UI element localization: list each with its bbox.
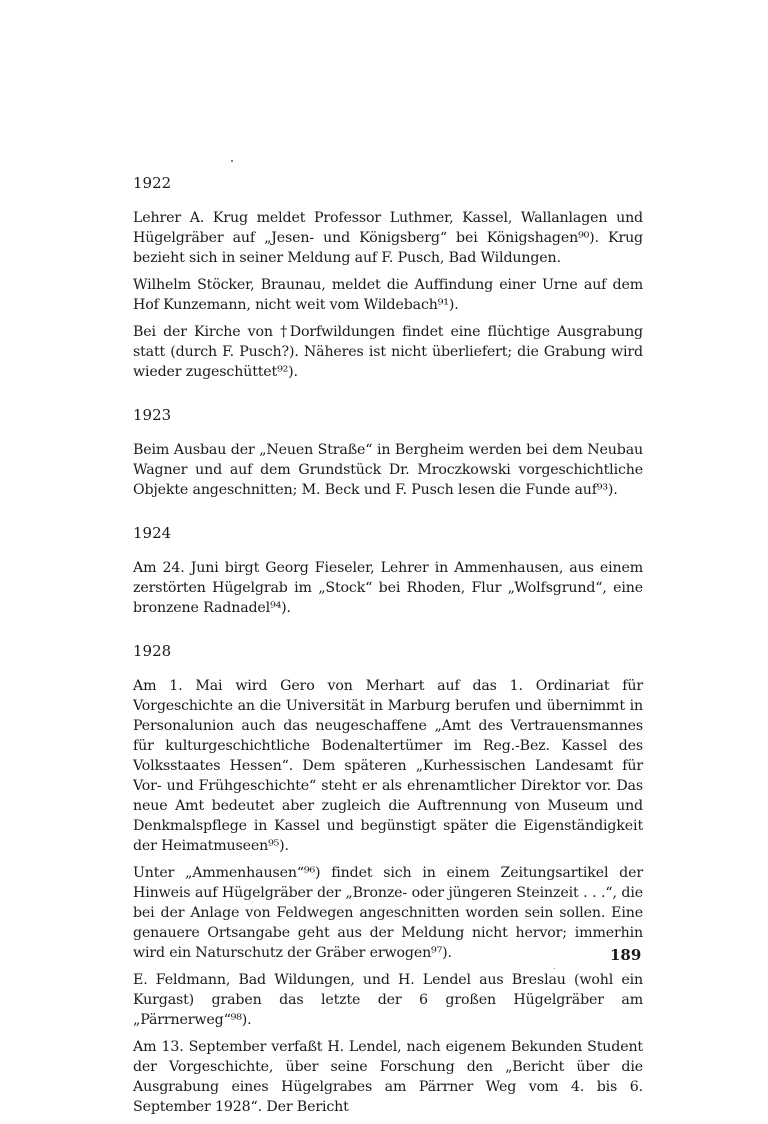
paragraph: Am 13. September verfaßt H. Lendel, nach eigenem Bekunden Student der Vorgeschichte, über seine Forschung den „Bericht über die Ausgrabung eines Hügelgrabes am Pärrner Weg vom 4. bis 6. September 1928“. Der Bericht (133, 1039, 643, 1115)
page-body (133, 173, 643, 1124)
paragraph: Beim Ausbau der „Neuen Straße“ in Bergheim werden bei dem Neubau Wagner und auf dem Grundstück Dr. Mroczkowski vorgeschichtliche Objekte angeschnitten; M. Beck und F. Pusch lesen die Funde auf⁹³). (133, 442, 643, 498)
section-1923 (133, 405, 643, 500)
year-heading: 1924 (133, 524, 172, 542)
section-1922 (133, 173, 643, 382)
paragraph: Lehrer A. Krug meldet Professor Luthmer, Kassel, Wallanlagen und Hügelgräber auf „Jesen- und Königsberg“ bei Königshagen⁹⁰). Krug bezieht sich in seiner Meldung auf F. Pusch, Bad Wildungen. (133, 210, 643, 266)
year-heading: 1928 (133, 642, 172, 660)
paragraph: Bei der Kirche von †Dorfwildungen findet eine flüchtige Ausgrabung statt (durch F. Pusch?). Näheres ist nicht überliefert; die Grabung wird wieder zugeschüttet⁹²). (133, 324, 643, 380)
paragraph: Am 24. Juni birgt Georg Fieseler, Lehrer in Ammenhausen, aus einem zerstörten Hügelgrab im „Stock“ bei Rhoden, Flur „Wolfsgrund“, eine bronzene Radnadel⁹⁴). (133, 560, 643, 616)
section-1928 (133, 641, 643, 1117)
scan-speck (231, 160, 233, 162)
paragraph: Wilhelm Stöcker, Braunau, meldet die Auffindung einer Urne auf dem Hof Kunzemann, nicht weit vom Wildebach⁹¹). (133, 277, 643, 313)
year-heading: 1923 (133, 406, 172, 424)
paragraph: E. Feldmann, Bad Wildungen, und H. Lendel aus Breslau (wohl ein Kurgast) graben das letzte der 6 großen Hügelgräber am „Pärrnerweg“⁹⁸). (133, 972, 643, 1028)
paragraph: Unter „Ammenhausen“⁹⁶) findet sich in einem Zeitungsartikel der Hinweis auf Hügelgräber der „Bronze- oder jüngeren Steinzeit . . .“, die bei der Anlage von Feldwegen angeschnitten worden sein sollen. Eine genauere Ortsangabe geht aus der Meldung nicht hervor; immerhin wird ein Naturschutz der Gräber erwogen⁹⁷). (133, 865, 643, 961)
paragraph: Am 1. Mai wird Gero von Merhart auf das 1. Ordinariat für Vorgeschichte an die Universität in Marburg berufen und übernimmt in Personalunion auch das neugeschaffene „Amt des Vertrauensmannes für kulturgeschichtliche Bodenaltertümer im Reg.-Bez. Kassel des Volksstaates Hessen“. Dem späteren „Kurhessischen Landesamt für Vor- und Frühgeschichte“ steht er als ehrenamtlicher Direktor vor. Das neue Amt bedeutet aber zugleich die Auftrennung von Museum und Denkmalspflege in Kassel und begünstigt später die Eigenständigkeit der Heimatmuseen⁹⁵). (133, 678, 643, 854)
year-heading: 1922 (133, 174, 172, 192)
page-number: 189 (610, 946, 642, 964)
section-1924 (133, 523, 643, 618)
